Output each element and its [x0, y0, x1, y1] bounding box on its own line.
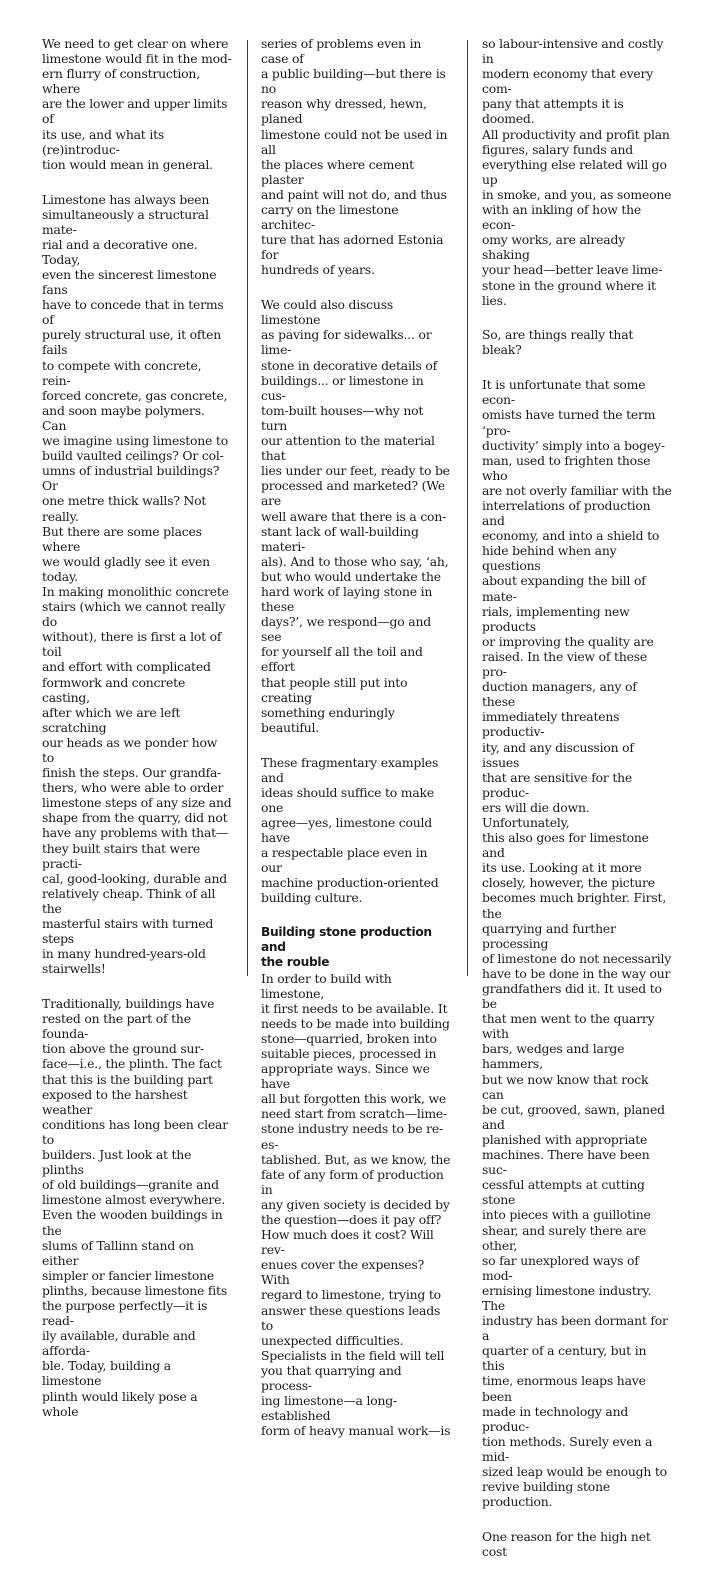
paragraph: Traditionally, buildings have rested on the part of the founda- tion above the ground sur- face—i.e., the plinth. The fact that this is the building part exposed to the harshest weather conditions has long been clear to builders. Just look at the plinths of old buildings—granite and limestone almost everywhere. Even the wooden buildings in the slums of Tallinn stand on either simpler or fancier limestone plinths, because limestone fits the purpose perfectly—it is read- ily available, durable and afforda- ble. Today, building a limestone plinth would likely pose a whole — [42, 996, 228, 1419]
paragraph: So, are things really that bleak? — [482, 327, 634, 358]
paragraph: These fragmentary examples and ideas should suffice to make one agree—yes, limestone could have a respectable place even in our machine production-oriented building culture. — [261, 754, 439, 906]
paragraph: We could also discuss limestone as paving for sidewalks... or lime- stone in decorative details of buildings... or limestone in cus- tom-built houses—why not turn our attention to the material that lies under our feet, ready to be processed and marketed? (We are well aware that there is a con- stant lack of wall-building materi- als). And to those who say, ‘ah, but who would undertake the hard work of laying stone in these days?’, we respond—go and see for yourself all the toil and effort that people still put into creating something enduringly beautiful. — [261, 297, 450, 735]
column-divider — [467, 40, 468, 976]
paragraph: Limestone has always been simultaneously a structural mate- rial and a decorative one. Today, even the sincerest limestone fans have to concede that in terms of purely structural use, it often fails to compete with concrete, rein- forced concrete, gas concrete, and soon maybe polymers. Can we imagine using limestone to build vaulted ceilings? Or col- umns of industrial buildings? Or one metre thick walls? Not really. But there are some places where we would gladly see it even today. In making monolithic concrete stairs (which we cannot really do without), there is first a lot of toil and effort with complicated formwork and concrete casting, after which we are left scratching our heads as we ponder how to finish the steps. Our grandfa- thers, who were able to order limestone steps of any size and shape from the quarry, did not have any problems with that— they built stairs that were practi- cal, good-looking, durable and relatively cheap. Think of all the masterful stairs with turned steps in many hundred-years-old stairwells! — [42, 191, 232, 977]
section-heading: Building stone production and the rouble — [261, 925, 432, 970]
text-column-3 — [482, 36, 672, 1579]
text-column-2 — [261, 36, 451, 1458]
paragraph: so labour-intensive and costly in modern economy that every com- pany that attempts it is doomed. All productivity and profit plan figures, salary funds and everything else related will go up in smoke, and you, as someone with an inkling of how the econ- omy works, are already shaking your head—better leave lime- stone in the ground where it lies. — [482, 36, 672, 308]
paragraph: In order to build with limestone, it first needs to be available. It needs to be made into building stone—quarried, broken into suitable pieces, processed in appropriate ways. Since we have all but forgotten this work, we need start from scratch—lime- stone industry needs to be re-es- tablished. But, as we know, the fate of any form of production in any given society is decided by the question—does it pay off? How much does it cost? Will rev- enues cover the expenses? With regard to limestone, trying to answer these questions leads to unexpected difficulties. Specialists in the field will tell you that quarrying and process- ing limestone—a long-established form of heavy manual work—is — [261, 970, 451, 1439]
column-divider — [247, 40, 248, 976]
text-column-1 — [42, 36, 232, 1438]
paragraph: One reason for the high net cost — [482, 1528, 651, 1560]
paragraph: We need to get clear on where limestone would fit in the mod- ern flurry of construction, where are the lower and upper limits of its use, and what its (re)introduc- tion would mean in general. — [42, 36, 232, 172]
paragraph: It is unfortunate that some econ- omists have turned the term ‘pro- ductivity’ simply into a bogey- man, used to frighten those who are not overly familiar with the interrelations of production and economy, and into a shield to hide behind when any questions about expanding the bill of mate- rials, implementing new products or improving the quality are raised. In the view of these pro- duction managers, any of these immediately threatens productiv- ity, and any discussion of issues that are sensitive for the produc- ers will die down. Unfortunately, this also goes for limestone and its use. Looking at it more closely, however, the picture becomes much brighter. First, the quarrying and further processing of limestone do not necessarily have to be done in the way our grandfathers did it. It used to be that men went to the quarry with bars, wedges and large hammers, but we now know that rock can be cut, grooved, sawn, planed and planished with appropriate machines. There have been suc- cessful attempts at cutting stone into pieces with a guillotine shear, and surely there are other, so far unexplored ways of mod- ernising limestone industry. The industry has been dormant for a quarter of a century, but in this time, enormous leaps have been made in technology and produc- tion methods. Surely even a mid- sized leap would be enough to revive building stone production. — [482, 377, 672, 1510]
paragraph: series of problems even in case of a public building—but there is no reason why dressed, hewn, planed limestone could not be used in all the places where cement plaster and paint will not do, and thus carry on the limestone architec- ture that has adorned Estonia for hundreds of years. — [261, 36, 448, 278]
